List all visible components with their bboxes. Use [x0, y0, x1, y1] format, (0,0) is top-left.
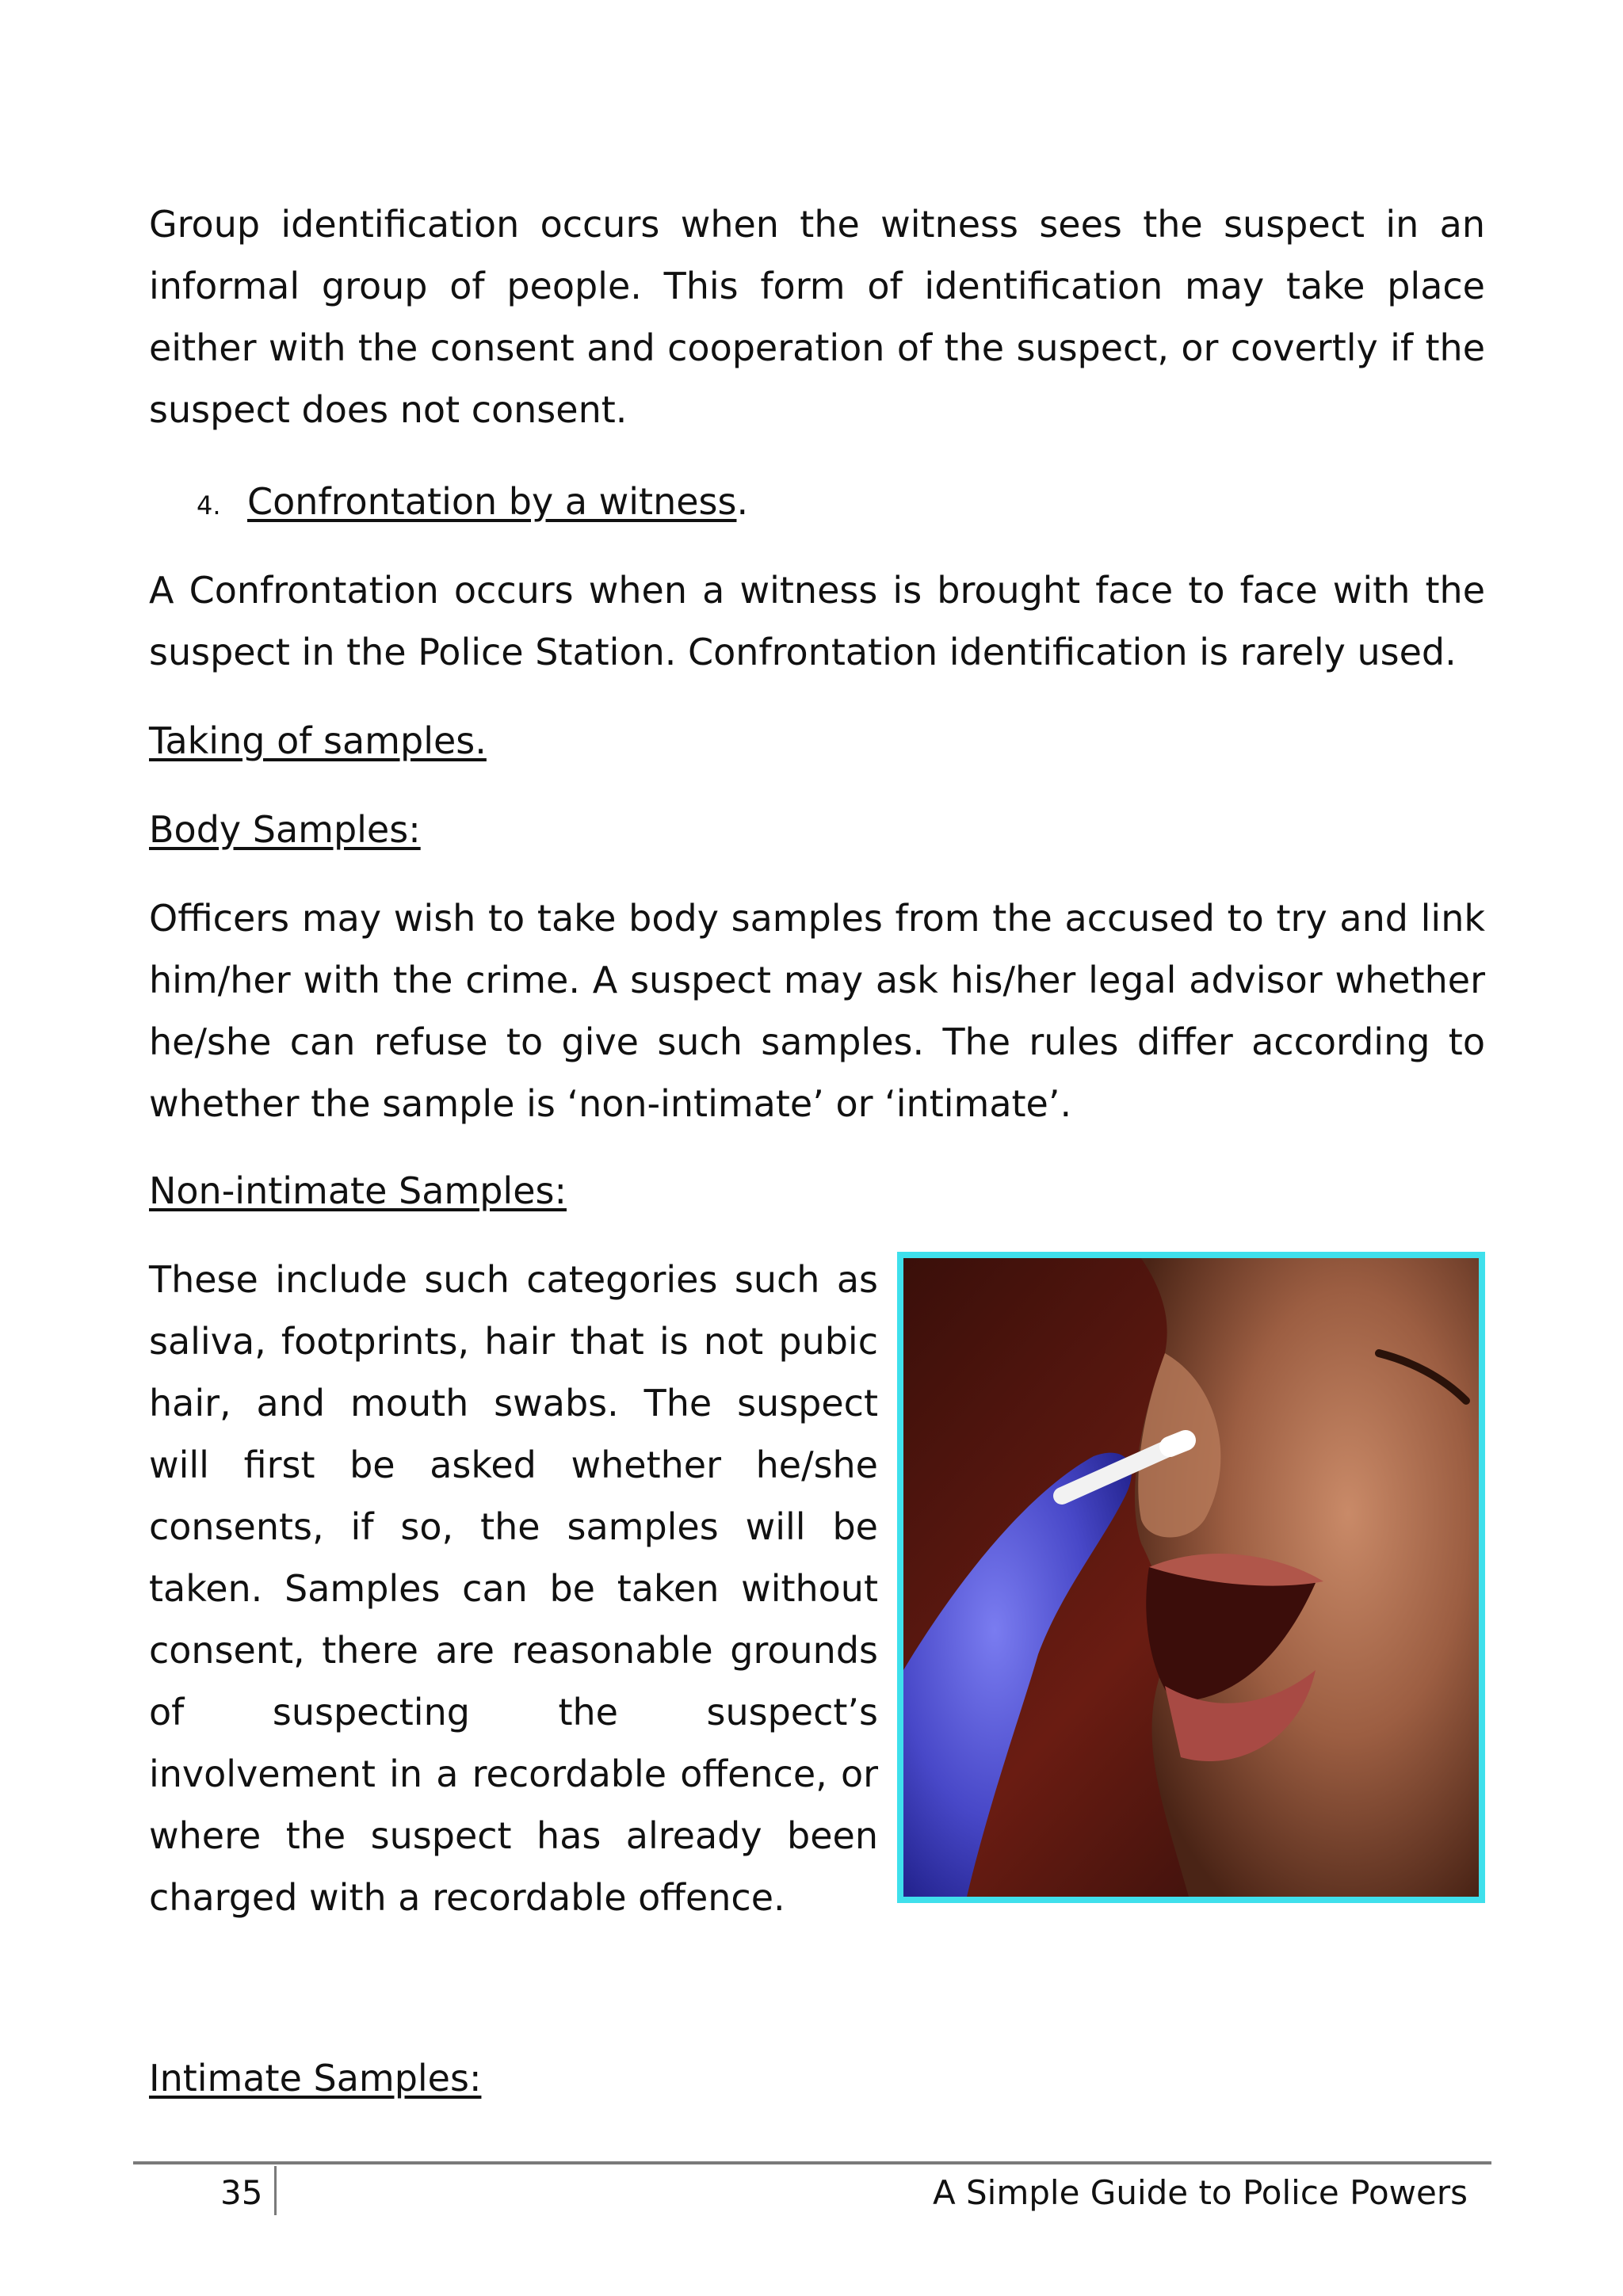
list-item-confrontation — [197, 471, 748, 536]
list-item-label: Confrontation by a witness — [247, 480, 737, 523]
heading-intimate-samples: Intimate Samples: — [149, 2057, 482, 2100]
footer-document-title: A Simple Guide to Police Powers — [932, 2173, 1468, 2212]
paragraph-body-samples: Officers may wish to take body samples from the accused to try and link him/her with the crime. A suspect may ask his/her legal advisor whether he/she can refuse to give such samples. The rules differ according to whether the sample is ‘non-intimate’ or ‘intimate’. — [149, 897, 1485, 1125]
paragraph-group-identification: Group identification occurs when the witness sees the suspect in an informal group of people. This form of identification may take place either with the consent and cooperation of the suspect, or covertly if the suspect does not consent. — [149, 203, 1485, 431]
footer-rule — [133, 2161, 1491, 2164]
heading-body-samples: Body Samples: — [149, 808, 421, 851]
footer-divider — [274, 2166, 277, 2215]
heading-taking-of-samples: Taking of samples. — [149, 719, 487, 762]
heading-non-intimate-samples: Non-intimate Samples: — [149, 1169, 567, 1212]
footer-page-number: 35 — [220, 2173, 263, 2212]
list-number: 4. — [197, 490, 221, 521]
list-item-punctuation: . — [736, 480, 749, 523]
paragraph-confrontation: A Confrontation occurs when a witness is brought face to face with the suspect in the Police Station. Confrontation identification is rarely used. — [149, 569, 1485, 673]
photo-illustration — [903, 1258, 1479, 1897]
paragraph-non-intimate-samples: These include such categories such as saliva, footprints, hair that is not pubic hair, and mouth swabs. The suspect will first be asked whether he/she consents, if so, the samples will be taken. Samples can be taken without consent, there are reasonable grounds of suspecting the suspect’s involvement in a recordable offence, or where the suspect has already been charged with a recordable offence. — [149, 1258, 878, 1919]
mouth-swab-photo — [897, 1252, 1485, 1903]
